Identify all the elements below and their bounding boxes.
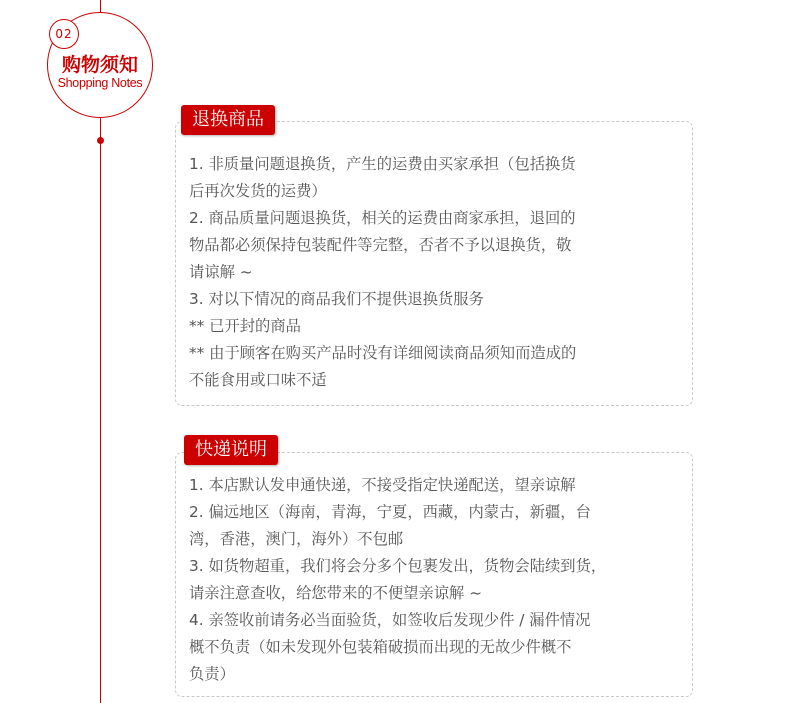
return-policy-text bbox=[189, 151, 694, 394]
shipping-info-tag: 快递说明 bbox=[184, 435, 278, 465]
shipping-info-text bbox=[189, 472, 694, 688]
text-line: 不能食用或口味不适 bbox=[189, 371, 327, 389]
page-title: 购物须知 bbox=[61, 54, 138, 76]
text-line: 3. 如货物超重，我们将会分多个包裹发出，货物会陆续到货， bbox=[189, 557, 607, 575]
text-line: 湾，香港，澳门，海外）不包邮 bbox=[189, 530, 404, 548]
text-line: 负责） bbox=[189, 665, 235, 683]
text-line: ** 已开封的商品 bbox=[189, 317, 301, 335]
page-subtitle: Shopping Notes bbox=[57, 76, 143, 90]
text-line: 2. 偏远地区（海南，青海，宁夏，西藏，内蒙古，新疆，台 bbox=[189, 503, 591, 521]
text-line: 1. 本店默认发申通快递，不接受指定快递配送，望亲谅解 bbox=[189, 476, 576, 494]
text-line: 3. 对以下情况的商品我们不提供退换货服务 bbox=[189, 290, 484, 308]
text-line: 请谅解 ~ bbox=[189, 263, 253, 281]
text-line: 物品都必须保持包装配件等完整，否者不予以退换货，敬 bbox=[189, 236, 572, 254]
text-line: 后再次发货的运费） bbox=[189, 182, 327, 200]
text-line: 请亲注意查收，给您带来的不便望亲谅解 ~ bbox=[189, 584, 483, 602]
text-line: 4. 亲签收前请务必当面验货，如签收后发现少件 / 漏件情况 bbox=[189, 611, 591, 629]
text-line: 1. 非质量问题退换货，产生的运费由买家承担（包括换货 bbox=[189, 155, 576, 173]
timeline-dot bbox=[97, 137, 104, 144]
text-line: 概不负责（如未发现外包装箱破损而出现的无故少件概不 bbox=[189, 638, 572, 656]
text-line: ** 由于顾客在购买产品时没有详细阅读商品须知而造成的 bbox=[189, 344, 577, 362]
section-number-badge: 02 bbox=[49, 19, 79, 49]
return-policy-tag: 退换商品 bbox=[181, 105, 275, 135]
text-line: 2. 商品质量问题退换货，相关的运费由商家承担，退回的 bbox=[189, 209, 576, 227]
